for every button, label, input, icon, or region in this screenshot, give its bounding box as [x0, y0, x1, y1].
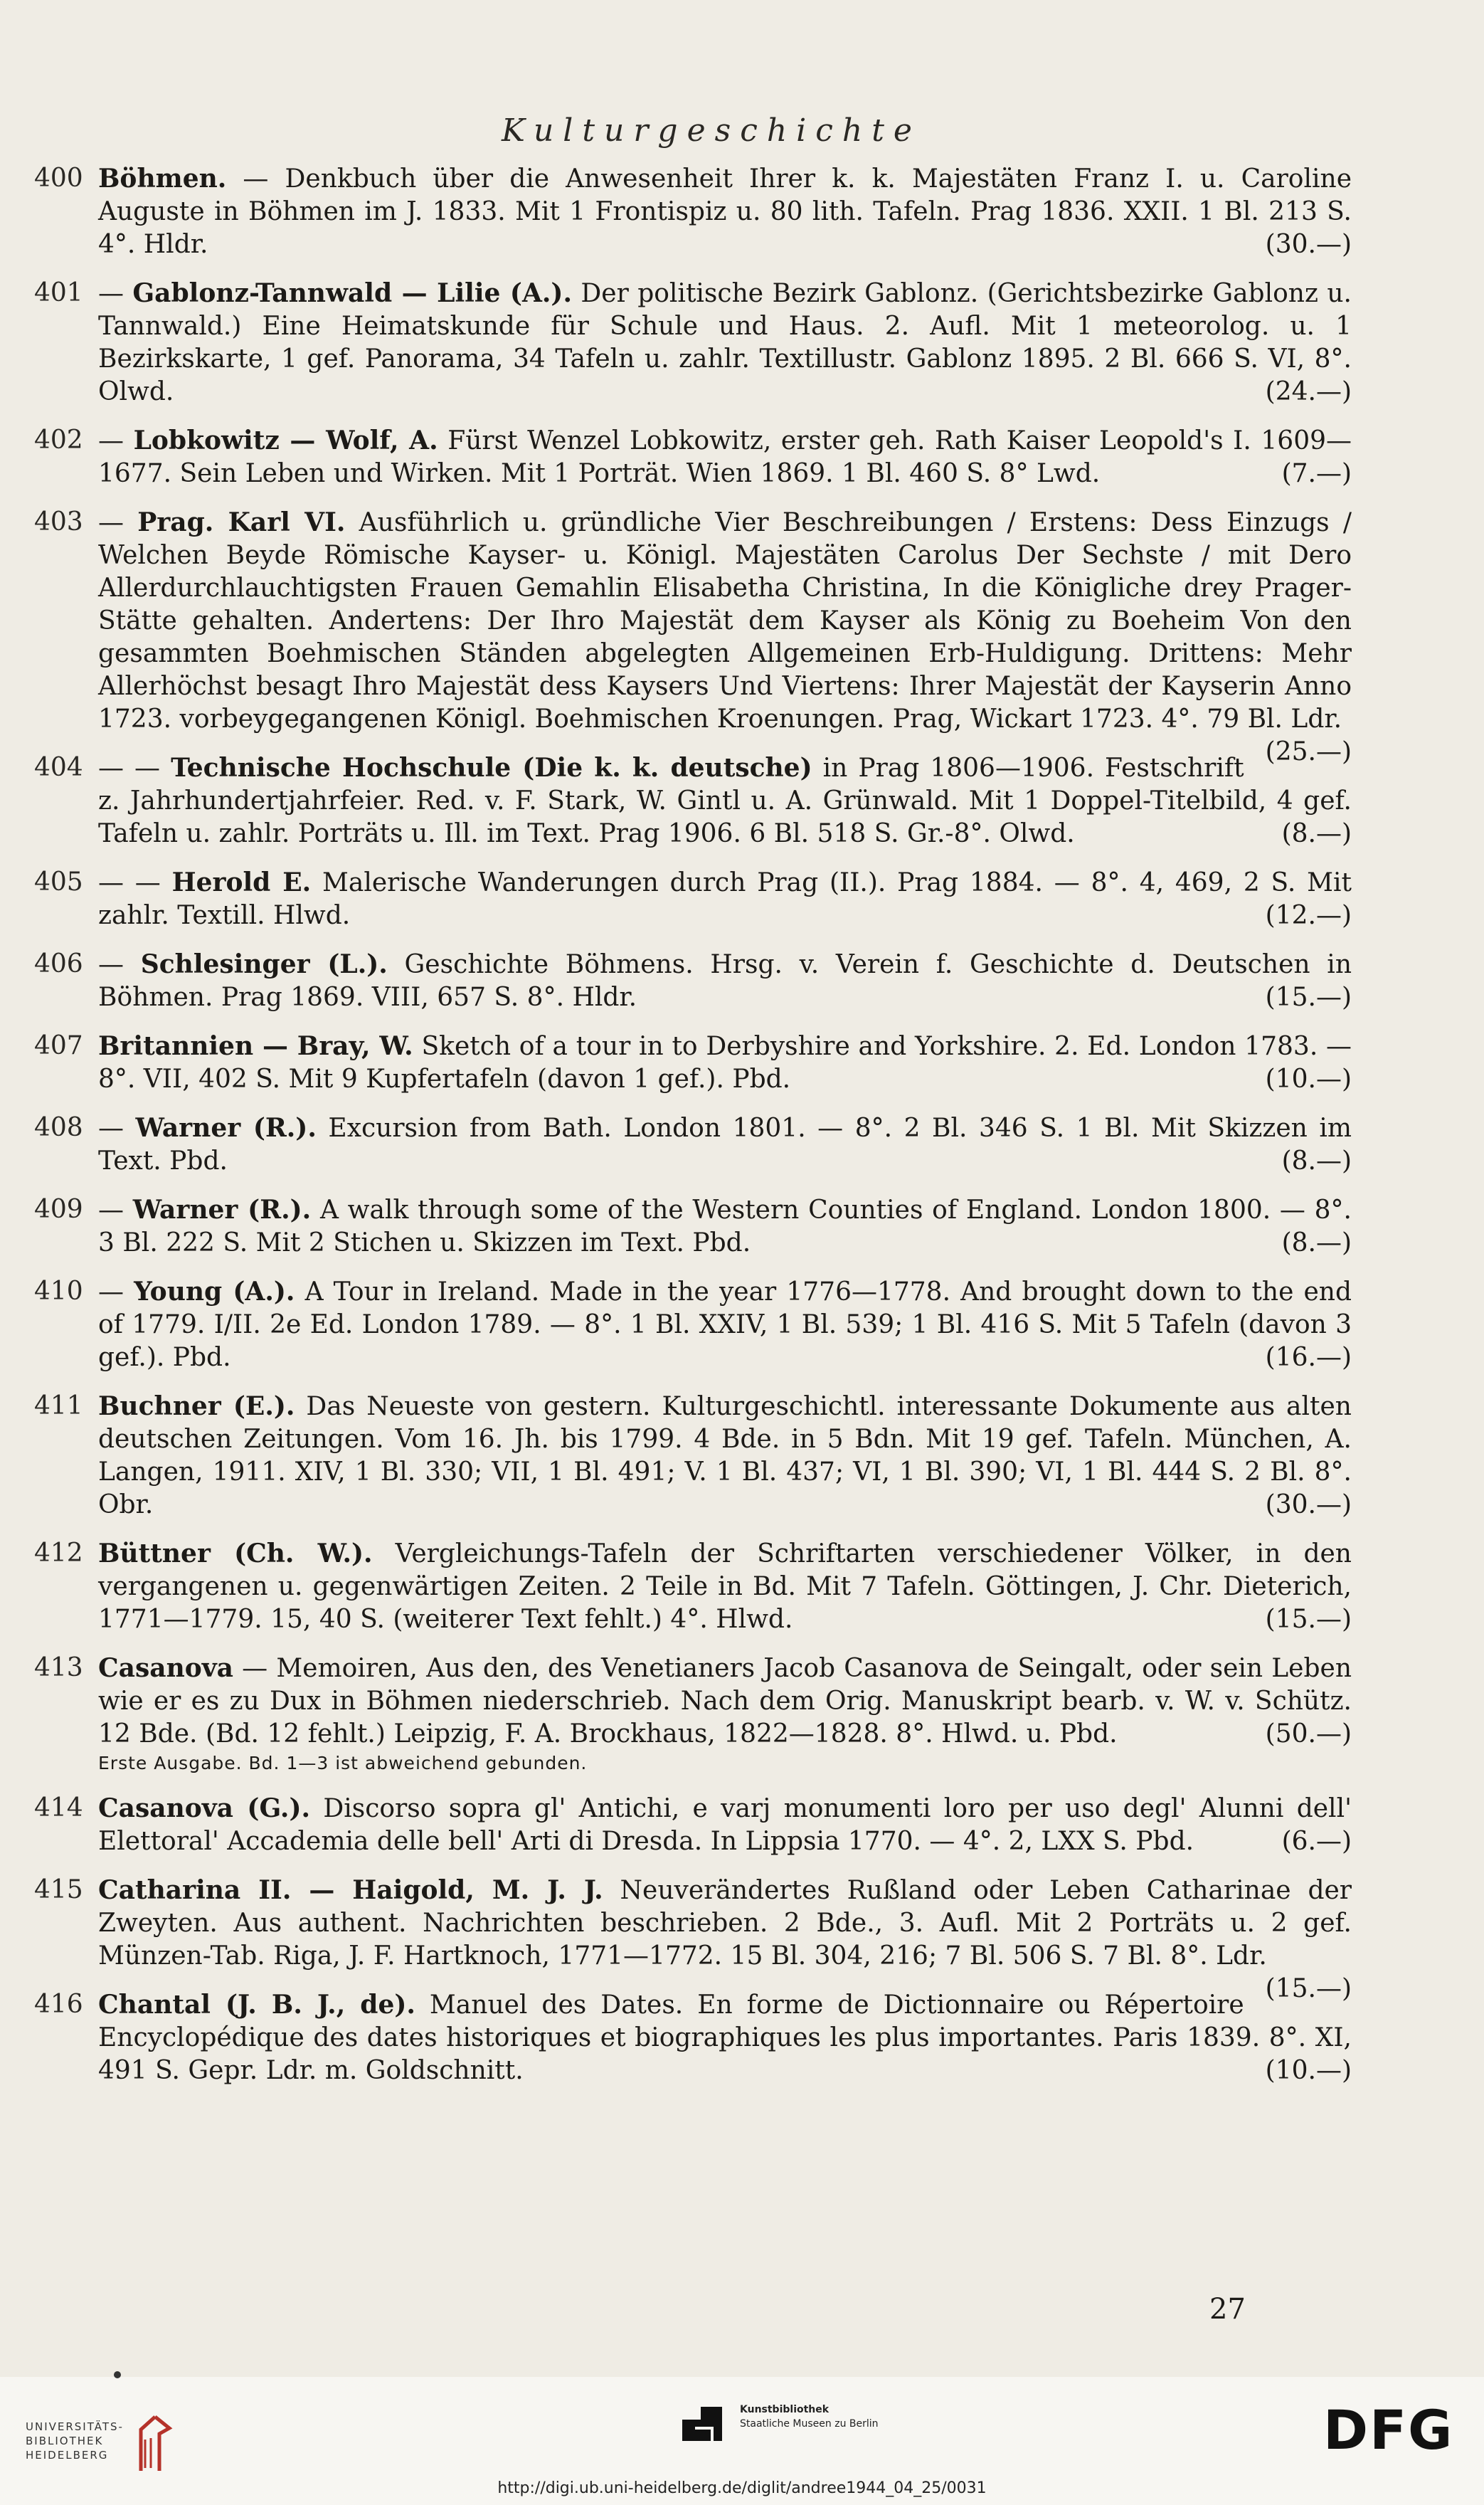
entry-author: Britannien — Bray, W.: [98, 1031, 413, 1061]
entry-price: (10.—): [1265, 2056, 1352, 2085]
entry-author: Prag. Karl VI.: [137, 507, 346, 537]
entry-number: 402: [34, 426, 83, 455]
entry-number: 412: [34, 1539, 83, 1568]
catalog-entry: [34, 1390, 1352, 1522]
entry-price: (15.—): [1265, 983, 1352, 1012]
catalog-entry: [34, 1792, 1352, 1858]
entry-number: 403: [34, 507, 83, 537]
entry-author: Casanova: [98, 1653, 234, 1683]
entry-body: [98, 1874, 1352, 2003]
entry-description: — Memoiren, Aus den, des Venetianers Jacob Casanova de Seingalt, oder sein Leben wie er es zu Dux in Böhmen niederschrieb. Nach dem Orig. Manuskript bearb. v. W. v. Schütz. 12 Bde. (Bd. 12 fehlt.) Leipzig, F. A. Brockhaus, 1822—1828. 8°. Hlwd. u. Pbd.: [98, 1654, 1352, 1749]
catalog-entry: [34, 752, 1352, 850]
entry-description: Malerische Wanderungen durch Prag (II.). Prag 1884. — 8°. 4, 469, 2 S. Mit zahlr. Textill. Hlwd.: [98, 868, 1352, 930]
entry-dash: — —: [98, 754, 171, 783]
entry-author: Catharina II. — Haigold, M. J. J.: [98, 1875, 603, 1905]
entry-number: 409: [34, 1195, 83, 1224]
entry-author: Böhmen.: [98, 164, 227, 194]
entry-description: in Prag 1806—1906. Festschrift z. Jahrhundertjahrfeier. Red. v. F. Stark, W. Gintl u. A. Grünwald. Mit 1 Doppel-Titelbild, 4 gef. Tafeln u. zahlr. Porträts u. Ill. im Text. Prag 1906. 6 Bl. 518 S. Gr.-8°. Olwd.: [98, 754, 1352, 848]
entry-body: [98, 1652, 1352, 1776]
entry-description: Manuel des Dates. En forme de Dictionnaire ou Répertoire Encyclopédique des dates historiques et biographiques les plus importantes. Paris 1839. 8°. XI, 491 S. Gepr. Ldr. m. Goldschnitt.: [98, 1990, 1352, 2085]
entry-body: [98, 948, 1352, 1014]
entry-dash: —: [98, 279, 133, 308]
entry-description: Ausführlich u. gründliche Vier Beschreibungen / Erstens: Dess Einzugs / Welchen Beyde Römische Kayser- u. Königl. Majestäten Carolus Der Sechste / mit Dero Allerdurchlauchtigsten Frauen Gemahlin Elisabetha Christina, In die Königliche drey Prager-Stätte gehalten. Andertens: Der Ihro Majestät dem Kayser als König zu Boeheim Von den gesammten Boehmischen Ständen abgelegten Allgemeinen Erb-Huldigung. Drittens: Mehr Allerhöchst besagt Ihro Majestät dess Kaysers Und Viertens: Ihrer Majestät der Kayserin Anno 1723. vorbeygegangenen Königl. Boehmischen Kroenungen. Prag, Wickart 1723. 4°. 79 Bl. Ldr.: [98, 508, 1352, 734]
catalog-entry: [34, 948, 1352, 1014]
entry-note: Erste Ausgabe. Bd. 1—3 ist abweichend gebunden.: [98, 1753, 588, 1773]
entry-dash: —: [98, 426, 134, 455]
entry-author: Lobkowitz — Wolf, A.: [133, 426, 438, 455]
entry-author: Technische Hochschule (Die k. k. deutsche): [171, 753, 812, 783]
entry-description: Discorso sopra gl' Antichi, e varj monumenti loro per uso degl' Alunni dell' Elettoral' Accademia delle bell' Arti di Dresda. In Lippsia 1770. — 4°. 2, LXX S. Pbd.: [98, 1794, 1352, 1856]
entry-number: 410: [34, 1277, 83, 1306]
entry-description: Der politische Bezirk Gablonz. (Gerichtsbezirke Gablonz u. Tannwald.) Eine Heimatskunde für Schule und Haus. 2. Aufl. Mit 1 meteorolog. u. 1 Bezirkskarte, 1 gef. Panorama, 34 Tafeln u. zahlr. Textillustr. Gablonz 1895. 2 Bl. 666 S. VI, 8°. Olwd.: [98, 279, 1352, 406]
page-mark: [114, 2371, 121, 2378]
entry-number: 414: [34, 1793, 83, 1823]
entry-author: Buchner (E.).: [98, 1391, 295, 1421]
entry-price: (8.—): [1281, 1228, 1352, 1257]
entry-body: [98, 424, 1352, 490]
entry-description: Vergleichungs-Tafeln der Schriftarten verschiedener Völker, in den vergangenen u. gegenwärtigen Zeiten. 2 Teile in Bd. Mit 7 Tafeln. Göttingen, J. Chr. Dieterich, 1771—1779. 15, 40 S. (weiterer Text fehlt.) 4°. Hlwd.: [98, 1539, 1352, 1634]
entry-author: Warner (R.).: [135, 1113, 317, 1143]
entry-price: (25.—): [1265, 737, 1352, 766]
entry-number: 411: [34, 1391, 83, 1420]
catalog-entry: [34, 1275, 1352, 1374]
entry-price: (12.—): [1265, 901, 1352, 930]
entry-description: — Denkbuch über die Anwesenheit Ihrer k. k. Majestäten Franz I. u. Caroline Auguste in Böhmen im J. 1833. Mit 1 Frontispiz u. 80 lith. Tafeln. Prag 1836. XXII. 1 Bl. 213 S. 4°. Hldr.: [98, 164, 1352, 259]
entry-body: [98, 1988, 1352, 2087]
entry-price: (8.—): [1281, 819, 1352, 848]
entry-body: [98, 752, 1352, 850]
entry-body: [98, 866, 1352, 932]
university-library-label: UNIVERSITÄTS- BIBLIOTHEK HEIDELBERG: [26, 2420, 124, 2462]
entry-description: A walk through some of the Western Counties of England. London 1800. — 8°. 3 Bl. 222 S. Mit 2 Stichen u. Skizzen im Text. Pbd.: [98, 1196, 1352, 1257]
catalog-entry: [34, 1652, 1352, 1776]
catalog-entry: [34, 1030, 1352, 1096]
entry-number: 404: [34, 753, 83, 782]
entry-description: Fürst Wenzel Lobkowitz, erster geh. Rath Kaiser Leopold's I. 1609—1677. Sein Leben und Wirken. Mit 1 Porträt. Wien 1869. 1 Bl. 460 S. 8° Lwd.: [98, 426, 1352, 488]
catalog-entry: [34, 162, 1352, 261]
entry-body: [98, 277, 1352, 408]
entry-price: (10.—): [1265, 1065, 1352, 1094]
entry-number: 401: [34, 278, 83, 307]
catalog-listing: [34, 162, 1352, 2103]
entry-body: [98, 1390, 1352, 1522]
entry-dash: —: [98, 1196, 133, 1225]
catalog-entry: [34, 866, 1352, 932]
entry-author: Herold E.: [171, 867, 312, 897]
entry-body: [98, 1275, 1352, 1374]
entry-price: (15.—): [1265, 1605, 1352, 1634]
entry-number: 416: [34, 1990, 83, 2019]
entry-author: Schlesinger (L.).: [140, 949, 388, 979]
entry-description: Excursion from Bath. London 1801. — 8°. 2 Bl. 346 S. 1 Bl. Mit Skizzen im Text. Pbd.: [98, 1114, 1352, 1176]
kunstbibliothek-label: Kunstbibliothek Staatliche Museen zu Berlin: [740, 2404, 879, 2430]
entry-price: (30.—): [1265, 230, 1352, 259]
entry-number: 406: [34, 949, 83, 979]
entry-dash: — —: [98, 868, 172, 897]
entry-price: (24.—): [1265, 377, 1352, 406]
catalog-entry: [34, 506, 1352, 766]
dfg-logo: DFG: [1323, 2398, 1454, 2462]
entry-body: [98, 162, 1352, 261]
entry-body: [98, 1193, 1352, 1260]
entry-price: (16.—): [1265, 1343, 1352, 1372]
entry-dash: —: [98, 508, 138, 537]
kunstbibliothek-logo-icon: [679, 2400, 733, 2442]
entry-price: (50.—): [1265, 1719, 1352, 1749]
entry-body: [98, 1537, 1352, 1636]
entry-number: 408: [34, 1113, 83, 1142]
entry-number: 415: [34, 1875, 83, 1904]
entry-price: (30.—): [1265, 1490, 1352, 1519]
entry-price: (15.—): [1265, 1974, 1352, 2003]
entry-number: 413: [34, 1653, 83, 1682]
entry-author: Büttner (Ch. W.).: [98, 1539, 373, 1568]
entry-body: [98, 1030, 1352, 1096]
entry-author: Gablonz-Tannwald — Lilie (A.).: [132, 278, 572, 308]
catalog-entry: [34, 1193, 1352, 1260]
entry-author: Young (A.).: [134, 1277, 295, 1307]
entry-body: [98, 1112, 1352, 1178]
entry-author: Warner (R.).: [132, 1195, 312, 1225]
university-logo-icon: [135, 2414, 178, 2474]
catalog-entry: [34, 424, 1352, 490]
entry-author: Casanova (G.).: [98, 1793, 311, 1823]
entry-description: A Tour in Ireland. Made in the year 1776—1778. And brought down to the end of 1779. I/II. 2e Ed. London 1789. — 8°. 1 Bl. XXIV, 1 Bl. 539; 1 Bl. 416 S. Mit 5 Tafeln (davon 3 gef.). Pbd.: [98, 1277, 1352, 1372]
entry-author: Chantal (J. B. J., de).: [98, 1990, 415, 2020]
catalog-entry: [34, 1537, 1352, 1636]
entry-number: 400: [34, 164, 83, 193]
catalog-entry: [34, 1988, 1352, 2087]
entry-price: (7.—): [1281, 459, 1352, 488]
entry-body: [98, 1792, 1352, 1858]
entry-description: Geschichte Böhmens. Hrsg. v. Verein f. Geschichte d. Deutschen in Böhmen. Prag 1869. VIII, 657 S. 8°. Hldr.: [98, 950, 1352, 1012]
entry-number: 405: [34, 867, 83, 897]
entry-description: Das Neueste von gestern. Kulturgeschichtl. interessante Dokumente aus alten deutschen Zeitungen. Vom 16. Jh. bis 1799. 4 Bde. in 5 Bdn. Mit 19 gef. Tafeln. München, A. Langen, 1911. XIV, 1 Bl. 330; VII, 1 Bl. 491; V. 1 Bl. 437; VI, 1 Bl. 390; VI, 1 Bl. 444 S. 2 Bl. 8°. Obr.: [98, 1392, 1352, 1519]
catalog-entry: [34, 1874, 1352, 2003]
entry-price: (6.—): [1281, 1827, 1352, 1856]
catalog-entry: [34, 1112, 1352, 1178]
entry-price: (8.—): [1281, 1146, 1352, 1176]
catalog-entry: [34, 277, 1352, 408]
entry-description: Sketch of a tour in to Derbyshire and Yorkshire. 2. Ed. London 1783. — 8°. VII, 402 S. Mit 9 Kupfertafeln (davon 1 gef.). Pbd.: [98, 1032, 1352, 1094]
entry-body: [98, 506, 1352, 766]
entry-dash: —: [98, 950, 141, 979]
source-url[interactable]: http://digi.ub.uni-heidelberg.de/diglit/andree1944_04_25/0031: [497, 2479, 987, 2497]
entry-dash: —: [98, 1277, 134, 1307]
page-title: Kulturgeschichte: [502, 112, 921, 149]
entry-dash: —: [98, 1114, 136, 1143]
page-number: 27: [1209, 2293, 1246, 2326]
entry-number: 407: [34, 1031, 83, 1060]
entry-description: Neuverändertes Rußland oder Leben Catharinae der Zweyten. Aus authent. Nachrichten beschrieben. 2 Bde., 3. Aufl. Mit 2 Porträts u. 2 gef. Münzen-Tab. Riga, J. F. Hartknoch, 1771—1772. 15 Bl. 304, 216; 7 Bl. 506 S. 7 Bl. 8°. Ldr.: [98, 1876, 1352, 1971]
